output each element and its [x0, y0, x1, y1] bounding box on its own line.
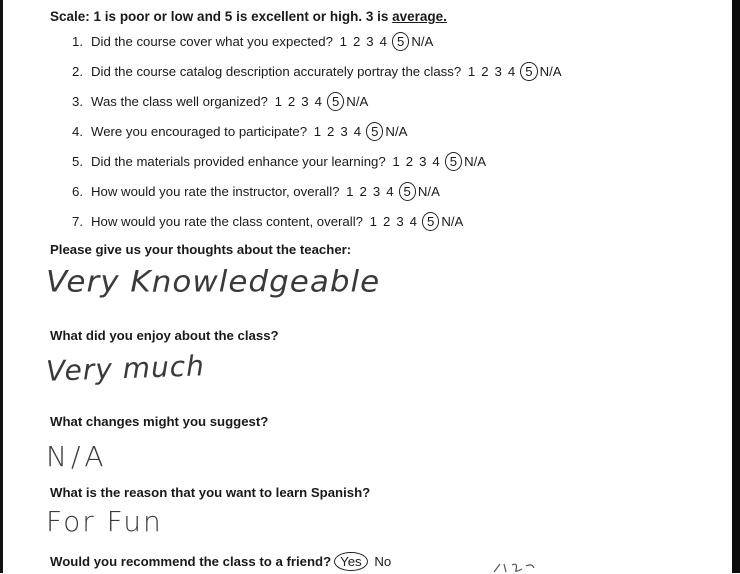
question-text: Did the course cover what you expected? — [91, 34, 333, 49]
rating-option-selected[interactable]: 5 — [445, 152, 462, 171]
rating-option[interactable]: 4 — [409, 214, 418, 229]
rating-option[interactable]: 1 — [467, 64, 476, 79]
question-number: 4. — [72, 124, 83, 139]
rating-option[interactable]: 3 — [301, 94, 309, 109]
rating-na[interactable]: N/A — [464, 154, 487, 169]
recommend-no[interactable]: No — [374, 554, 392, 569]
question-number: 3. — [72, 94, 83, 109]
question-4 — [72, 122, 407, 141]
question-7 — [72, 212, 463, 231]
rating-option[interactable]: 2 — [287, 94, 296, 109]
question-5 — [72, 152, 486, 171]
recommend-yes-selected[interactable]: Yes — [334, 552, 368, 571]
scale-text: 1 is poor or low and 5 is excellent or high. 3 is — [93, 9, 389, 24]
rating-option[interactable]: 3 — [372, 184, 381, 199]
rating-option[interactable]: 4 — [353, 124, 362, 139]
rating-option[interactable]: 1 — [346, 184, 354, 199]
question-number: 7. — [72, 214, 83, 229]
question-text: Did the materials provided enhance your learning? — [91, 154, 386, 169]
teacher-thoughts-answer[interactable]: Very Knowledgeable — [46, 264, 381, 300]
question-1 — [72, 32, 433, 51]
question-text: Were you encouraged to participate? — [91, 124, 308, 139]
question-number: 5. — [72, 154, 83, 169]
rating-option[interactable]: 2 — [382, 214, 391, 229]
rating-option[interactable]: 4 — [386, 184, 394, 199]
rating-option[interactable]: 3 — [396, 214, 404, 229]
rating-option-selected[interactable]: 5 — [520, 62, 537, 81]
rating-option-selected[interactable]: 5 — [422, 212, 439, 231]
rating-option[interactable]: 3 — [366, 34, 374, 49]
rating-option-selected[interactable]: 5 — [366, 122, 383, 141]
rating-option[interactable]: 2 — [405, 154, 414, 169]
teacher-thoughts-heading: Please give us your thoughts about the teacher: — [50, 242, 352, 257]
enjoy-heading: What did you enjoy about the class? — [50, 328, 279, 343]
rating-na[interactable]: N/A — [385, 124, 408, 139]
rating-option[interactable]: 2 — [327, 124, 335, 139]
rating-na[interactable]: N/A — [411, 34, 434, 49]
handwriting-fragment — [492, 560, 552, 574]
rating-option-selected[interactable]: 5 — [392, 32, 409, 51]
recommend-row — [50, 552, 391, 571]
rating-option[interactable]: 1 — [369, 214, 377, 229]
question-2 — [72, 62, 562, 81]
reason-heading: What is the reason that you want to learn Spanish? — [50, 485, 371, 500]
recommend-question: Would you recommend the class to a friend? — [50, 554, 332, 569]
rating-na[interactable]: N/A — [539, 64, 562, 79]
question-text: How would you rate the class content, overall? — [91, 214, 363, 229]
rating-option[interactable]: 3 — [494, 64, 502, 79]
rating-option[interactable]: 4 — [507, 64, 516, 79]
rating-option[interactable]: 3 — [419, 154, 427, 169]
rating-option[interactable]: 4 — [432, 154, 440, 169]
reason-answer[interactable]: For Fun — [46, 505, 163, 538]
question-3 — [72, 92, 368, 111]
rating-option[interactable]: 1 — [313, 124, 322, 139]
scale-label: Scale: — [50, 9, 90, 24]
enjoy-answer[interactable]: Very much — [45, 349, 206, 388]
rating-option-selected[interactable]: 5 — [327, 92, 344, 111]
rating-na[interactable]: N/A — [417, 184, 440, 199]
question-text: How would you rate the instructor, overall? — [91, 184, 340, 199]
scan-edge-left — [0, 0, 3, 573]
rating-option[interactable]: 2 — [359, 184, 367, 199]
rating-option[interactable]: 1 — [274, 94, 282, 109]
question-text: Was the class well organized? — [91, 94, 268, 109]
rating-na[interactable]: N/A — [441, 214, 464, 229]
rating-option[interactable]: 4 — [379, 34, 387, 49]
question-number: 6. — [72, 184, 83, 199]
rating-option[interactable]: 4 — [314, 94, 322, 109]
rating-option[interactable]: 1 — [339, 34, 347, 49]
question-6 — [72, 182, 440, 201]
scan-edge-right — [732, 0, 740, 573]
scale-average: average. — [392, 9, 447, 24]
question-text: Did the course catalog description accurately portray the class? — [91, 64, 462, 79]
changes-heading: What changes might you suggest? — [50, 414, 269, 429]
rating-option-selected[interactable]: 5 — [399, 182, 416, 201]
rating-option[interactable]: 1 — [392, 154, 400, 169]
changes-answer[interactable]: N/A — [46, 440, 108, 473]
question-number: 1. — [72, 34, 83, 49]
scale-instructions — [50, 9, 447, 24]
question-number: 2. — [72, 64, 83, 79]
rating-na[interactable]: N/A — [346, 94, 369, 109]
rating-option[interactable]: 2 — [481, 64, 489, 79]
rating-option[interactable]: 3 — [340, 124, 348, 139]
rating-option[interactable]: 2 — [352, 34, 361, 49]
